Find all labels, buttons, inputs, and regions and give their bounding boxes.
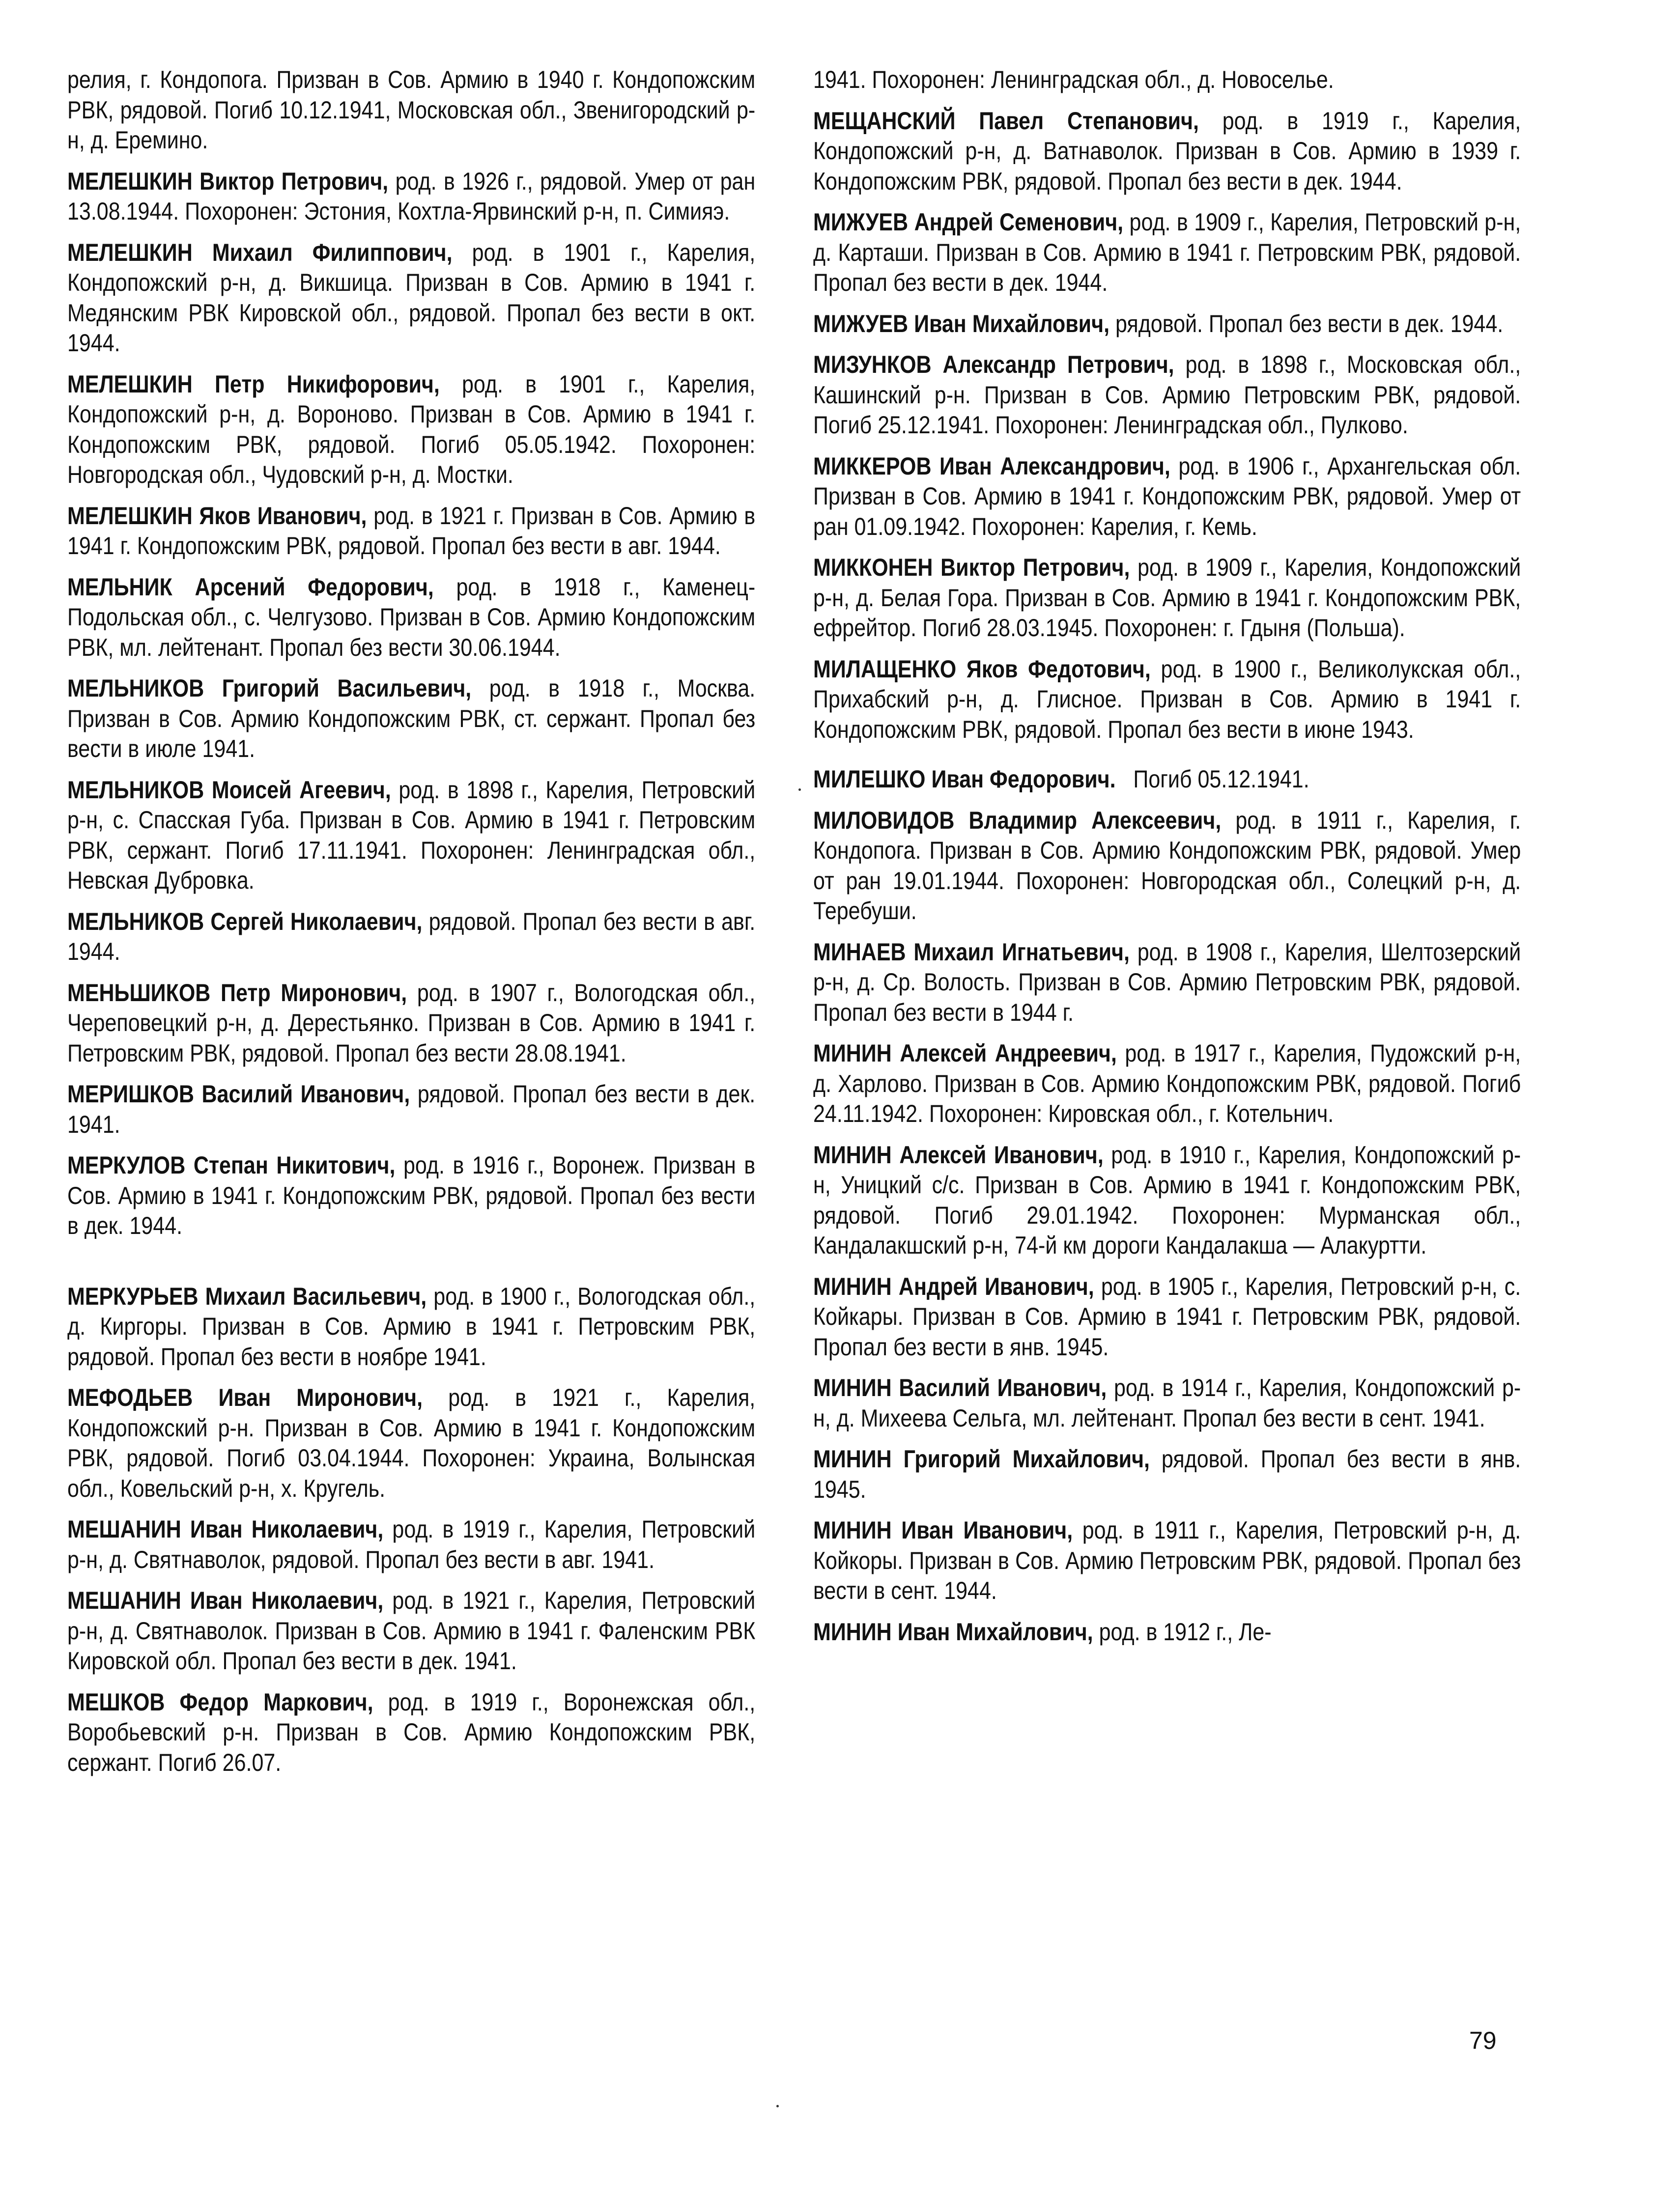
entry-surname: МЕШКОВ	[67, 1688, 165, 1716]
entry-text: род. в 1919 г., Воронежская обл., Воробьевский р-н. Призван в Сов. Армию Кондопожским РВК, сержант. Погиб 26.07.	[67, 1688, 756, 1776]
entry-surname: МЕЛЬНИКОВ	[67, 674, 204, 702]
entry-surname: МИНИН	[813, 1272, 892, 1300]
entry	[67, 1687, 755, 1778]
entry-given-name: Виктор Петрович,	[940, 554, 1130, 581]
entry	[67, 1586, 755, 1677]
entry	[67, 978, 755, 1069]
entry	[67, 775, 755, 896]
entry-surname: МИЖУЕВ	[813, 309, 909, 337]
entry-given-name: Александр Петрович,	[942, 351, 1174, 378]
entry-surname: МЕШАНИН	[67, 1515, 181, 1543]
entry	[813, 806, 1521, 926]
entry	[813, 654, 1521, 745]
entry	[813, 350, 1521, 441]
entry-text: род. в 1926 г., рядовой. Умер от ран 13.08.1944. Похоронен: Эстония, Кохтла-Ярвинский р-н, п. Симияэ.	[67, 167, 756, 225]
entry	[67, 1079, 755, 1140]
entry-text: род. в 1898 г., Карелия, Петровский р-н, с. Спасская Губа. Призван в Сов. Армию в 1941 г. Петровским РВК, сержант. Погиб 17.11.1941. Похоронен: Ленинградская обл., Невская Дубровка.	[67, 776, 756, 894]
entry-surname: МИЛЕШКО	[813, 765, 926, 793]
entry-text: род. в 1919 г., Карелия, Кондопожский р-н, д. Ватнаволок. Призван в Сов. Армию в 1939 г. Кондопожским РВК, рядовой. Пропал без вести в дек. 1944.	[813, 107, 1521, 195]
entry-text: рядовой. Пропал без вести в янв. 1945.	[813, 1445, 1521, 1503]
entry-given-name: Моисей Агеевич,	[211, 776, 391, 804]
entry	[67, 572, 755, 663]
entry-surname: МЕЛЕШКИН	[67, 370, 193, 398]
entry-surname: МИНИН	[813, 1141, 892, 1169]
entry-text: род. в 1911 г., Карелия, г. Кондопога. Призван в Сов. Армию Кондопожским РВК, рядовой. Умер от ран 19.01.1944. Похоронен: Новгородская обл., Солецкий р-н, д. Теребуши.	[813, 806, 1521, 924]
entry-surname: МЕНЬШИКОВ	[67, 979, 211, 1007]
entry-text: род. в 1900 г., Вологодская обл., д. Киргоры. Призван в Сов. Армию в 1941 г. Петровским РВК, рядовой. Пропал без вести в ноябре 1941.	[67, 1282, 756, 1371]
entry-text: род. в 1919 г., Карелия, Петровский р-н, д. Святнаволок, рядовой. Пропал без вести в авг. 1941.	[67, 1515, 756, 1573]
entry-text: род. в 1907 г., Вологодская обл., Череповецкий р-н, д. Дерестьянко. Призван в Сов. Армию в 1941 г. Петровским РВК, рядовой. Пропал без вести 28.08.1941.	[67, 979, 756, 1067]
entry-given-name: Яков Иванович,	[199, 502, 367, 530]
entry-surname: МЕЛЬНИКОВ	[67, 776, 204, 804]
entry-given-name: Петр Никифорович,	[214, 370, 440, 398]
entry-given-name: Алексей Иванович,	[899, 1141, 1104, 1169]
entry-text: род. в 1916 г., Воронеж. Призван в Сов. Армию в 1941 г. Кондопожским РВК, рядовой. Пропал без вести в дек. 1944.	[67, 1151, 756, 1239]
entry-surname: МИЛАЩЕНКО	[813, 655, 957, 683]
entry-given-name: Иван Михайлович,	[914, 309, 1110, 337]
entry-given-name: Степан Никитович,	[193, 1151, 396, 1179]
entry-given-name: Арсений Федорович,	[195, 573, 434, 601]
entry-text: рядовой. Пропал без вести в дек. 1944.	[1115, 309, 1504, 337]
entry-given-name: Иван Александрович,	[939, 452, 1170, 480]
entry	[813, 937, 1521, 1028]
scan-speck	[776, 2105, 779, 2107]
entry-given-name: Григорий Михайлович,	[903, 1445, 1150, 1473]
entry	[813, 1272, 1521, 1363]
entry-text: релия, г. Кондопога. Призван в Сов. Армию в 1940 г. Кондопожским РВК, рядовой. Погиб 10.12.1941, Московская обл., Звенигородский р-н, д. Еремино.	[67, 66, 756, 154]
entry	[813, 207, 1521, 298]
entry	[67, 907, 755, 967]
entry-surname: МЕЩАНСКИЙ	[813, 107, 956, 135]
entry-surname: МЕФОДЬЕВ	[67, 1384, 193, 1411]
entry-surname: МИЛОВИДОВ	[813, 806, 955, 834]
entry	[67, 501, 755, 561]
entry-text: род. в 1921 г. Призван в Сов. Армию в 1941 г. Кондопожским РВК, рядовой. Пропал без вести в авг. 1944.	[67, 502, 756, 560]
scan-speck	[798, 788, 801, 791]
entry	[813, 1617, 1521, 1648]
entry-given-name: Иван Федорович.	[931, 765, 1116, 793]
entry-text: род. в 1901 г., Карелия, Кондопожский р-н, д. Викшица. Призван в Сов. Армию в 1941 г. Медянским РВК Кировской обл., рядовой. Пропал без вести в окт. 1944.	[67, 238, 756, 357]
entry-given-name: Иван Михайлович,	[897, 1618, 1093, 1646]
entry	[813, 451, 1521, 542]
entry-text: род. в 1900 г., Великолукская обл., Прихабский р-н, д. Глисное. Призван в Сов. Армию в 1941 г. Кондопожским РВК, рядовой. Пропал без вести в июне 1943.	[813, 655, 1521, 743]
entry-given-name: Иван Иванович,	[901, 1516, 1073, 1544]
entry	[67, 238, 755, 359]
entry-text: род. в 1910 г., Карелия, Кондопожский р-н, Уницкий с/с. Призван в Сов. Армию в 1941 г. Кондопожским РВК, рядовой. Погиб 29.01.1942. Похоронен: Мурманская обл., Кандалакшский р-н, 74-й км дороги Кандалакша — Алакуртти.	[813, 1141, 1521, 1259]
entry-text: Погиб 05.12.1941.	[1133, 765, 1309, 793]
entry	[67, 1514, 755, 1575]
entry-surname: МЕРИШКОВ	[67, 1080, 195, 1108]
entry-surname: МИНИН	[813, 1039, 892, 1067]
entry-given-name: Михаил Васильевич,	[205, 1282, 427, 1310]
entry	[67, 673, 755, 764]
entry-text: род. в 1905 г., Карелия, Петровский р-н, с. Койкары. Призван в Сов. Армию в 1941 г. Петровским РВК, рядовой. Пропал без вести в янв. 1945.	[813, 1272, 1521, 1361]
entry-surname: МЕРКУЛОВ	[67, 1151, 186, 1179]
entry-text: род. в 1918 г., Москва. Призван в Сов. Армию Кондопожским РВК, ст. сержант. Пропал без вести в июле 1941.	[67, 674, 756, 762]
entry-surname: МЕЛЕШКИН	[67, 167, 193, 195]
entry-given-name: Михаил Филиппович,	[212, 238, 453, 266]
entry-given-name: Иван Николаевич,	[190, 1587, 384, 1614]
left-column	[67, 65, 755, 1789]
entry	[67, 1150, 755, 1241]
entry-surname: МИЖУЕВ	[813, 208, 909, 236]
entry-text: род. в 1921 г., Карелия, Кондопожский р-н. Призван в Сов. Армию в 1941 г. Кондопожским РВК, рядовой. Погиб 03.04.1944. Похоронен: Украина, Волынская обл., Ковельский р-н, х. Кругель.	[67, 1384, 756, 1502]
entry-text: род. в 1914 г., Карелия, Кондопожский р-н, д. Михеева Сельга, мл. лейтенант. Пропал без вести в сент. 1941.	[813, 1374, 1521, 1432]
entry-surname: МЕЛЕШКИН	[67, 238, 193, 266]
entry	[813, 1038, 1521, 1129]
entry-text: род. в 1921 г., Карелия, Петровский р-н, д. Святнаволок. Призван в Сов. Армию в 1941 г. Фаленским РВК Кировской обл. Пропал без вести в дек. 1941.	[67, 1587, 756, 1675]
entry-surname: МИНИН	[813, 1374, 892, 1401]
entry-given-name: Михаил Игнатьевич,	[913, 938, 1130, 966]
entry-continuation	[67, 65, 755, 156]
entry	[813, 764, 1521, 795]
entry-surname: МЕЛЬНИК	[67, 573, 172, 601]
entry-given-name: Владимир Алексеевич,	[968, 806, 1222, 834]
entry-text: род. в 1909 г., Карелия, Петровский р-н, д. Карташи. Призван в Сов. Армию в 1941 г. Петровским РВК, рядовой. Пропал без вести в дек. 1944.	[813, 208, 1521, 296]
entry	[813, 1515, 1521, 1606]
entry-continuation	[813, 65, 1521, 95]
entry-text: рядовой. Пропал без вести в дек. 1941.	[67, 1080, 756, 1138]
entry-text: род. в 1898 г., Московская обл., Кашинский р-н. Призван в Сов. Армию Петровским РВК, рядовой. Погиб 25.12.1941. Похоронен: Ленинградская обл., Пулково.	[813, 351, 1521, 439]
entry-given-name: Василий Иванович,	[201, 1080, 410, 1108]
entry-given-name: Павел Степанович,	[979, 107, 1199, 135]
entry	[67, 1383, 755, 1504]
entry	[813, 1140, 1521, 1261]
entry-given-name: Сергей Николаевич,	[210, 907, 423, 935]
entry-surname: МЕЛЕШКИН	[67, 502, 193, 530]
entry-text: род. в 1909 г., Карелия, Кондопожский р-н, д. Белая Гора. Призван в Сов. Армию в 1941 г. Кондопожским РВК, ефрейтор. Погиб 28.03.1945. Похоронен: г. Гдыня (Польша).	[813, 554, 1521, 642]
entry-given-name: Андрей Иванович,	[898, 1272, 1094, 1300]
entry-text: род. в 1912 г., Ле-	[1099, 1618, 1272, 1646]
entry	[813, 106, 1521, 197]
entry-surname: МЕРКУРЬЕВ	[67, 1282, 199, 1310]
entry-text: род. в 1911 г., Карелия, Петровский р-н, д. Койкоры. Призван в Сов. Армию Петровским РВК, рядовой. Пропал без вести в сент. 1944.	[813, 1516, 1521, 1604]
entry-surname: МИККОНЕН	[813, 554, 933, 581]
entry-text: род. в 1917 г., Карелия, Пудожский р-н, д. Харлово. Призван в Сов. Армию Кондопожским РВК, рядовой. Погиб 24.11.1942. Похоронен: Кировская обл., г. Котельнич.	[813, 1039, 1521, 1127]
entry-given-name: Григорий Васильевич,	[222, 674, 472, 702]
entry-text: 1941. Похоронен: Ленинградская обл., д. Новоселье.	[813, 66, 1334, 93]
entry	[67, 1282, 755, 1372]
entry-surname: МЕЛЬНИКОВ	[67, 907, 204, 935]
entry	[67, 167, 755, 227]
entry-surname: МИККЕРОВ	[813, 452, 932, 480]
entry-text: род. в 1901 г., Карелия, Кондопожский р-н, д. Вороново. Призван в Сов. Армию в 1941 г. Кондопожским РВК, рядовой. Погиб 05.05.1942. Похоронен: Новгородская обл., Чудовский р-н, д. Мостки.	[67, 370, 756, 488]
entry-text: род. в 1908 г., Карелия, Шелтозерский р-н, д. Ср. Волость. Призван в Сов. Армию Петровским РВК, рядовой. Пропал без вести в 1944 г.	[813, 938, 1521, 1026]
spacer	[67, 1252, 755, 1282]
entry-given-name: Алексей Андреевич,	[900, 1039, 1117, 1067]
entry-surname: МЕШАНИН	[67, 1587, 181, 1614]
entry	[813, 1444, 1521, 1505]
entry-given-name: Иван Николаевич,	[190, 1515, 384, 1543]
entry-surname: МИНИН	[813, 1516, 892, 1544]
entry	[813, 309, 1521, 339]
entry-text: род. в 1906 г., Архангельская обл. Призван в Сов. Армию в 1941 г. Кондопожским РВК, рядовой. Умер от ран 01.09.1942. Похоронен: Карелия, г. Кемь.	[813, 452, 1521, 540]
entry-surname: МИНАЕВ	[813, 938, 906, 966]
right-column	[813, 65, 1521, 1658]
entry-given-name: Иван Миронович,	[218, 1384, 423, 1411]
entry	[813, 1373, 1521, 1433]
entry-surname: МИЗУНКОВ	[813, 351, 932, 378]
entry	[67, 369, 755, 490]
entry-given-name: Яков Федотович,	[966, 655, 1151, 683]
entry	[813, 553, 1521, 644]
entry-surname: МИНИН	[813, 1618, 892, 1646]
page-number: 79	[1469, 2027, 1497, 2054]
entry-given-name: Виктор Петрович,	[199, 167, 389, 195]
entry-text: род. в 1918 г., Каменец-Подольская обл., с. Челгузово. Призван в Сов. Армию Кондопожским РВК, мл. лейтенант. Пропал без вести 30.06.1944.	[67, 573, 756, 661]
entry-given-name: Петр Миронович,	[221, 979, 407, 1007]
entry-given-name: Федор Маркович,	[179, 1688, 373, 1716]
entry-given-name: Василий Иванович,	[899, 1374, 1107, 1401]
entry-text: рядовой. Пропал без вести в авг. 1944.	[67, 907, 756, 965]
entry-surname: МИНИН	[813, 1445, 892, 1473]
entry-given-name: Андрей Семенович,	[914, 208, 1124, 236]
